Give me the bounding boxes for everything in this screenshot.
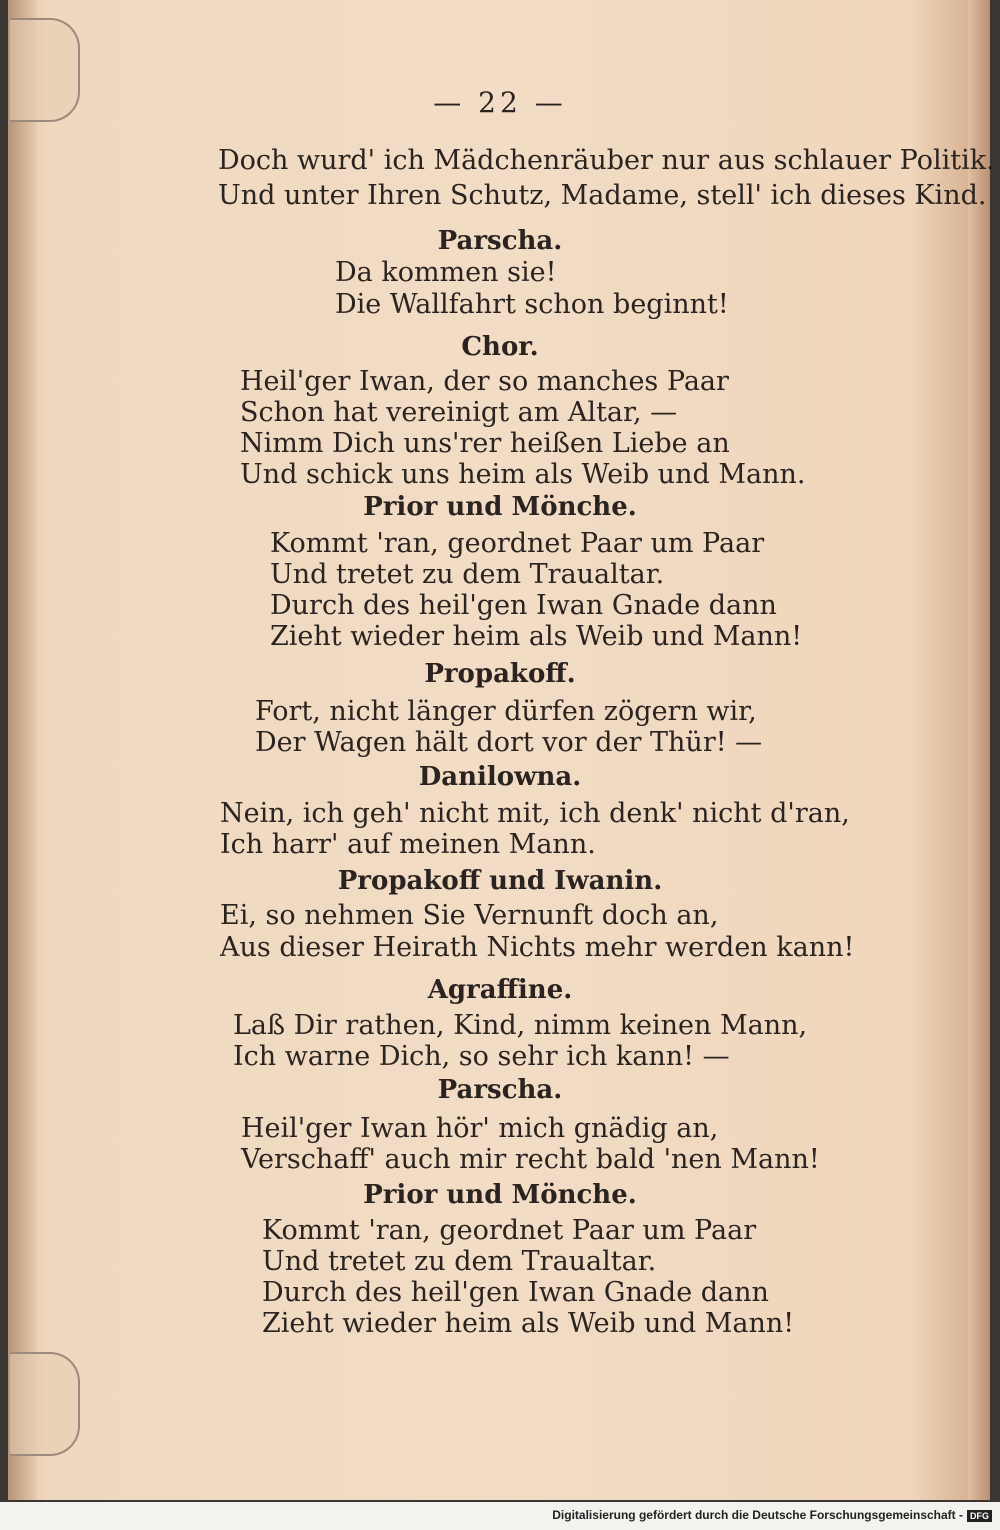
verse-line: Kommt 'ran, geordnet Paar um Paar: [270, 528, 765, 559]
verse-line: Ich warne Dich, so sehr ich kann! —: [233, 1041, 730, 1072]
page-edge-right: [968, 0, 990, 1500]
verse-line: Heil'ger Iwan hör' mich gnädig an,: [241, 1113, 719, 1144]
verse-line: Nein, ich geh' nicht mit, ich denk' nicht d'ran,: [220, 798, 850, 829]
speaker-name: Agraffine.: [427, 975, 573, 1005]
speaker-name: Chor.: [461, 332, 539, 362]
speaker-name: Propakoff.: [424, 659, 576, 689]
verse-line: Kommt 'ran, geordnet Paar um Paar: [262, 1215, 757, 1246]
verse-line: Und tretet zu dem Traualtar.: [262, 1246, 657, 1277]
speaker-name: Danilowna.: [418, 762, 582, 792]
verse-line: Fort, nicht länger dürfen zögern wir,: [255, 696, 757, 727]
verse-line: Heil'ger Iwan, der so manches Paar: [240, 366, 729, 397]
speaker-name: Propakoff und Iwanin.: [337, 866, 663, 896]
verse-line: Zieht wieder heim als Weib und Mann!: [270, 621, 803, 652]
verse-line: Der Wagen hält dort vor der Thür! —: [255, 727, 763, 758]
dfg-logo: DFG: [967, 1510, 992, 1522]
verse-line: Schon hat vereinigt am Altar, —: [240, 397, 678, 428]
verse-line: Ich harr' auf meinen Mann.: [220, 829, 596, 860]
speaker-name: Prior und Mönche.: [363, 492, 637, 522]
verse-line: Und schick uns heim als Weib und Mann.: [240, 459, 806, 490]
verse-line: Die Wallfahrt schon beginnt!: [335, 289, 729, 320]
page-edge-left: [8, 0, 36, 1500]
verse-line: Und tretet zu dem Traualtar.: [270, 559, 665, 590]
verse-line: Aus dieser Heirath Nichts mehr werden kann!: [220, 932, 855, 963]
speaker-name: Prior und Mönche.: [363, 1180, 637, 1210]
page-number: — 22 —: [433, 86, 567, 119]
speaker-name: Parscha.: [437, 226, 563, 256]
verse-line: Durch des heil'gen Iwan Gnade dann: [262, 1277, 769, 1308]
verse-line: Laß Dir rathen, Kind, nimm keinen Mann,: [233, 1010, 808, 1041]
verse-line: Durch des heil'gen Iwan Gnade dann: [270, 590, 777, 621]
intro-line: Und unter Ihren Schutz, Madame, stell' ich dieses Kind.: [218, 180, 987, 211]
verse-line: Nimm Dich uns'rer heißen Liebe an: [240, 428, 730, 459]
verse-line: Ei, so nehmen Sie Vernunft doch an,: [220, 900, 719, 931]
verse-line: Verschaff' auch mir recht bald 'nen Mann!: [241, 1144, 820, 1175]
speaker-name: Parscha.: [437, 1075, 563, 1105]
binding-clip-bottom: [10, 1352, 80, 1456]
verse-line: Zieht wieder heim als Weib und Mann!: [262, 1308, 795, 1339]
digitization-credit: [0, 1508, 992, 1522]
intro-line: Doch wurd' ich Mädchenräuber nur aus schlauer Politik.: [218, 145, 995, 176]
credit-text: Digitalisierung gefördert durch die Deutsche Forschungsgemeinschaft -: [552, 1508, 963, 1522]
verse-line: Da kommen sie!: [335, 257, 557, 288]
